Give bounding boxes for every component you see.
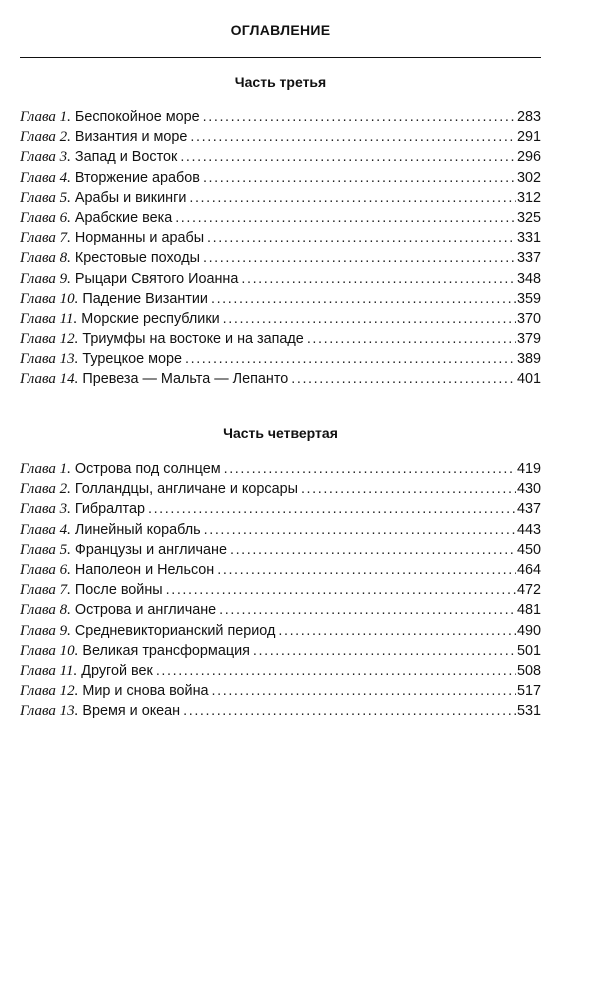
toc-entry [20, 621, 541, 641]
toc-entry [20, 289, 541, 309]
chapter-title: Превеза — Мальта — Лепанто [82, 371, 289, 388]
dot-leader [211, 289, 516, 309]
dot-leader [175, 208, 516, 228]
toc-entry [20, 208, 541, 228]
chapter-title: После войны [74, 582, 163, 599]
chapter-title: Арабские века [74, 209, 173, 226]
chapter-number: Глава 9. [20, 622, 71, 639]
dot-leader [185, 349, 516, 369]
toc-entry [20, 681, 541, 701]
dot-leader [291, 369, 516, 389]
chapter-number: Глава 6. [20, 209, 71, 226]
page-number: 430 [516, 481, 541, 498]
running-head: ОГЛАВЛЕНИЕ [230, 22, 331, 38]
page-number: 389 [516, 351, 541, 368]
dot-leader [189, 188, 516, 208]
chapter-number: Глава 2. [20, 129, 71, 146]
page-number: 296 [516, 149, 541, 166]
dot-leader [166, 580, 516, 600]
chapter-title: Падение Византии [82, 290, 208, 307]
dot-leader [207, 228, 516, 248]
chapter-title: Голландцы, англичане и корсары [74, 481, 298, 498]
chapter-title: Византия и море [74, 129, 188, 146]
page-number: 501 [516, 642, 541, 659]
toc-entry [20, 499, 541, 519]
page-number: 337 [516, 250, 541, 267]
chapter-title: Рыцари Святого Иоанна [74, 270, 239, 287]
chapter-title: Острова и англичане [74, 602, 217, 619]
chapter-number: Глава 3. [20, 501, 71, 518]
page-number: 348 [516, 270, 541, 287]
chapter-title: Норманны и арабы [74, 230, 205, 247]
dot-leader [203, 107, 516, 127]
chapter-title: Французы и англичане [74, 541, 227, 558]
toc-entry [20, 479, 541, 499]
dot-leader [307, 329, 516, 349]
toc-entry [20, 147, 541, 167]
toc-entry [20, 459, 541, 479]
chapter-number: Глава 11. [20, 662, 78, 679]
chapter-number: Глава 12. [20, 683, 79, 700]
chapter-number: Глава 14. [20, 371, 79, 388]
toc-entry [20, 127, 541, 147]
page-number: 379 [516, 331, 541, 348]
chapter-number: Глава 11. [20, 310, 78, 327]
dot-leader [230, 540, 516, 560]
toc-entry [20, 560, 541, 580]
page-number: 370 [516, 310, 541, 327]
toc-entry [20, 369, 541, 389]
dot-leader [301, 479, 516, 499]
chapter-title: Морские республики [81, 310, 220, 327]
toc-list [20, 107, 541, 390]
chapter-number: Глава 9. [20, 270, 71, 287]
toc-entry [20, 269, 541, 289]
dot-leader [204, 520, 516, 540]
page-number: 359 [516, 290, 541, 307]
page-number: 490 [516, 622, 541, 639]
toc-entry [20, 248, 541, 268]
chapter-title: Арабы и викинги [74, 189, 187, 206]
chapter-title: Великая трансформация [82, 642, 250, 659]
chapter-title: Наполеон и Нельсон [74, 561, 215, 578]
chapter-number: Глава 12. [20, 331, 79, 348]
chapter-title: Острова под солнцем [74, 461, 221, 477]
chapter-number: Глава 7. [20, 230, 71, 247]
chapter-number: Глава 4. [20, 521, 71, 538]
page-number: 472 [516, 582, 541, 599]
toc-entry [20, 580, 541, 600]
page-number: 325 [516, 209, 541, 226]
toc-entry [20, 168, 541, 188]
chapter-title: Турецкое море [82, 351, 183, 368]
toc-entry [20, 228, 541, 248]
page-number: 401 [516, 371, 541, 388]
toc-entry [20, 641, 541, 661]
dot-leader [241, 269, 516, 289]
chapter-number: Глава 1. [20, 109, 71, 125]
dot-leader [217, 560, 516, 580]
dot-leader [148, 499, 516, 519]
chapter-number: Глава 7. [20, 582, 71, 599]
dot-leader [183, 701, 516, 721]
toc-entry [20, 661, 541, 681]
page-number: 517 [516, 683, 541, 700]
dot-leader [180, 147, 516, 167]
toc-entry [20, 600, 541, 620]
toc-entry [20, 107, 541, 127]
chapter-number: Глава 13. [20, 703, 79, 720]
chapter-number: Глава 3. [20, 149, 71, 166]
page-number: 464 [516, 561, 541, 578]
toc-entry [20, 309, 541, 329]
page-number: 312 [516, 189, 541, 206]
page-number: 531 [516, 703, 541, 720]
toc-entry [20, 329, 541, 349]
chapter-number: Глава 4. [20, 169, 71, 186]
toc-entry [20, 349, 541, 369]
chapter-title: Другой век [81, 662, 153, 679]
page-number: 302 [516, 169, 541, 186]
chapter-number: Глава 10. [20, 290, 79, 307]
page-number: 437 [516, 501, 541, 518]
chapter-number: Глава 8. [20, 602, 71, 619]
toc-entry [20, 701, 541, 721]
chapter-title: Триумфы на востоке и на западе [82, 331, 304, 348]
chapter-number: Глава 8. [20, 250, 71, 267]
chapter-title: Гибралтар [74, 501, 145, 518]
dot-leader [156, 661, 516, 681]
chapter-title: Время и океан [82, 703, 181, 720]
dot-leader [223, 309, 516, 329]
chapter-title: Беспокойное море [74, 109, 200, 125]
toc-list [20, 459, 541, 721]
page-number: 443 [516, 521, 541, 538]
chapter-title: Средневикторианский период [74, 622, 276, 639]
header-rule [20, 57, 541, 58]
part-title: Часть третья [234, 74, 327, 90]
page-number: 419 [516, 461, 541, 477]
chapter-number: Глава 13. [20, 351, 79, 368]
chapter-title: Вторжение арабов [74, 169, 200, 186]
chapter-title: Мир и снова война [82, 683, 209, 700]
chapter-title: Запад и Восток [74, 149, 178, 166]
dot-leader [278, 621, 516, 641]
chapter-title: Крестовые походы [74, 250, 200, 267]
page-number: 450 [516, 541, 541, 558]
dot-leader [203, 168, 516, 188]
chapter-number: Глава 6. [20, 561, 71, 578]
dot-leader [212, 681, 516, 701]
chapter-number: Глава 2. [20, 481, 71, 498]
chapter-title: Линейный корабль [74, 521, 201, 538]
dot-leader [253, 641, 516, 661]
page-number: 331 [516, 230, 541, 247]
chapter-number: Глава 10. [20, 642, 79, 659]
dot-leader [203, 248, 516, 268]
toc-entry [20, 540, 541, 560]
chapter-number: Глава 5. [20, 541, 71, 558]
dot-leader [224, 459, 516, 479]
page-number: 291 [516, 129, 541, 146]
dot-leader [219, 600, 516, 620]
chapter-number: Глава 5. [20, 189, 71, 206]
chapter-number: Глава 1. [20, 461, 71, 477]
toc-entry [20, 520, 541, 540]
page-number: 508 [516, 662, 541, 679]
page-number: 283 [516, 109, 541, 125]
part-title: Часть четвертая [223, 425, 338, 441]
page-number: 481 [516, 602, 541, 619]
dot-leader [190, 127, 516, 147]
toc-entry [20, 188, 541, 208]
